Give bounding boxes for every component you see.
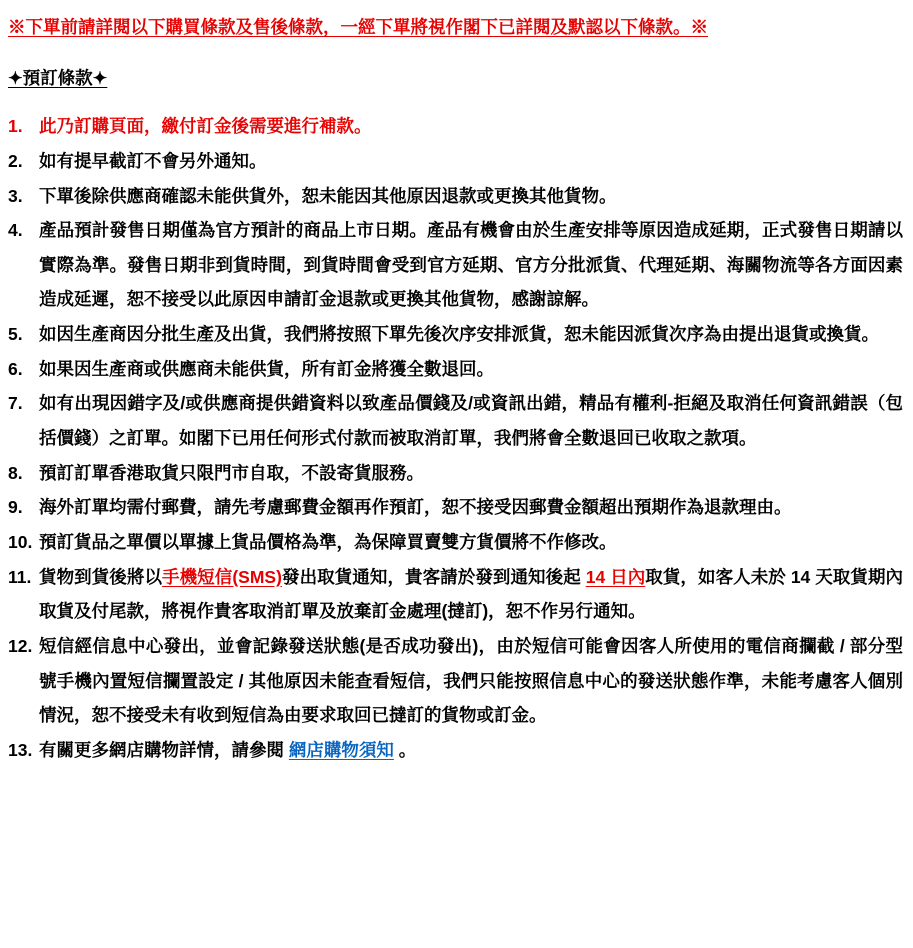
term-text <box>39 179 903 214</box>
term-text <box>39 144 903 179</box>
term-item <box>8 386 903 455</box>
term-text <box>39 386 903 455</box>
term-item <box>8 560 903 629</box>
term-item <box>8 213 903 317</box>
term-text <box>39 560 903 629</box>
term-segment: 產品預計發售日期僅為官方預計的商品上市日期。產品有機會由於生產安排等原因造成延期，正式發售日期請以實際為準。發售日期非到貨時間，到貨時間會受到官方延期、官方分批派貨、代理延期、海關物流等各方面因素造成延遲，恕不接受以此原因申請訂金退款或更換其他貨物，感謝諒解。 <box>39 220 903 310</box>
term-item <box>8 490 903 525</box>
term-number: 3. <box>8 185 23 206</box>
term-number: 2. <box>8 150 23 171</box>
term-text <box>39 352 903 387</box>
term-segment: 海外訂單均需付郵費，請先考慮郵費金額再作預訂，恕不接受因郵費金額超出預期作為退款理由。 <box>39 497 792 518</box>
term-text <box>39 629 903 733</box>
term-text <box>39 525 903 560</box>
term-text <box>39 213 903 317</box>
term-segment: 短信經信息中心發出，並會記錄發送狀態(是否成功發出)，由於短信可能會因客人所使用的電信商攔截 / 部分型號手機內置短信攔置設定 / 其他原因未能查看短信，我們只能按照信息中心的發送狀態作準，未能考慮客人個別情況，恕不接受未有收到短信為由要求取回已撻訂的貨物或訂金。 <box>39 635 903 726</box>
term-text <box>39 490 903 525</box>
term-number: 1. <box>8 116 23 137</box>
term-item <box>8 525 903 560</box>
term-text <box>39 733 903 768</box>
term-segment: 如因生產商因分批生產及出貨，我們將按照下單先後次序安排派貨，恕未能因派貨次序為由提出退貨或換貨。 <box>39 324 879 345</box>
term-number: 12. <box>8 635 33 656</box>
term-number: 10. <box>8 531 33 552</box>
term-number: 5. <box>8 324 23 345</box>
term-segment: 如有出現因錯字及/或供應商提供錯資料以致產品價錢及/或資訊出錯，精品有權利-拒絕及取消任何資訊錯誤（包括價錢）之訂單。如閣下已用任何形式付款而被取消訂單，我們將會全數退回已收取之款項。 <box>39 393 903 449</box>
term-item <box>8 456 903 491</box>
term-item <box>8 352 903 387</box>
term-segment: 。 <box>393 739 417 760</box>
term-item <box>8 629 903 733</box>
term-segment: 取貨，如客人未於 14 天取貨期內取貨及付尾款，將視作貴客取消訂單及放棄訂金處理(撻訂)，恕不作另行通知。 <box>39 566 904 622</box>
term-segment: 發出取貨通知，貴客請於發到通知後起 <box>281 566 586 587</box>
term-item <box>8 144 903 179</box>
term-segment: 有關更多網店購物詳情，請參閱 <box>39 739 289 760</box>
highlighted-term-segment: 14 日內 <box>585 566 646 587</box>
term-text <box>39 109 903 144</box>
term-number: 13. <box>8 739 33 760</box>
term-number: 7. <box>8 393 23 414</box>
term-number: 9. <box>8 497 23 518</box>
term-segment: 此乃訂購頁面，繳付訂金後需要進行補款。 <box>39 116 372 137</box>
term-segment: 貨物到貨後將以 <box>39 566 163 587</box>
document-title: ※下單前請詳閱以下購買條款及售後條款，一經下單將視作閣下已詳閱及默認以下條款。※ <box>8 17 708 37</box>
term-number: 8. <box>8 462 23 483</box>
term-text <box>39 456 903 491</box>
term-item <box>8 179 903 214</box>
term-segment: 預訂訂單香港取貨只限門市自取，不設寄貨服務。 <box>39 462 424 483</box>
term-number: 4. <box>8 220 23 241</box>
term-item <box>8 109 903 144</box>
term-segment: 預訂貨品之單價以單據上貨品價格為準，為保障買賣雙方貨價將不作修改。 <box>39 531 617 552</box>
term-item <box>8 317 903 352</box>
term-number: 11. <box>8 566 32 587</box>
term-segment: 如果因生產商或供應商未能供貨，所有訂金將獲全數退回。 <box>39 358 494 379</box>
term-number: 6. <box>8 358 23 379</box>
shop-notice-link[interactable]: 網店購物須知 <box>288 739 394 760</box>
term-text <box>39 317 903 352</box>
highlighted-term-segment: 手機短信(SMS) <box>162 566 282 587</box>
section-heading: ✦預訂條款✦ <box>8 67 108 88</box>
term-segment: 下單後除供應商確認未能供貨外，恕未能因其他原因退款或更換其他貨物。 <box>39 185 617 206</box>
term-item <box>8 733 903 768</box>
terms-list <box>8 109 903 767</box>
term-segment: 如有提早截訂不會另外通知。 <box>39 150 267 171</box>
